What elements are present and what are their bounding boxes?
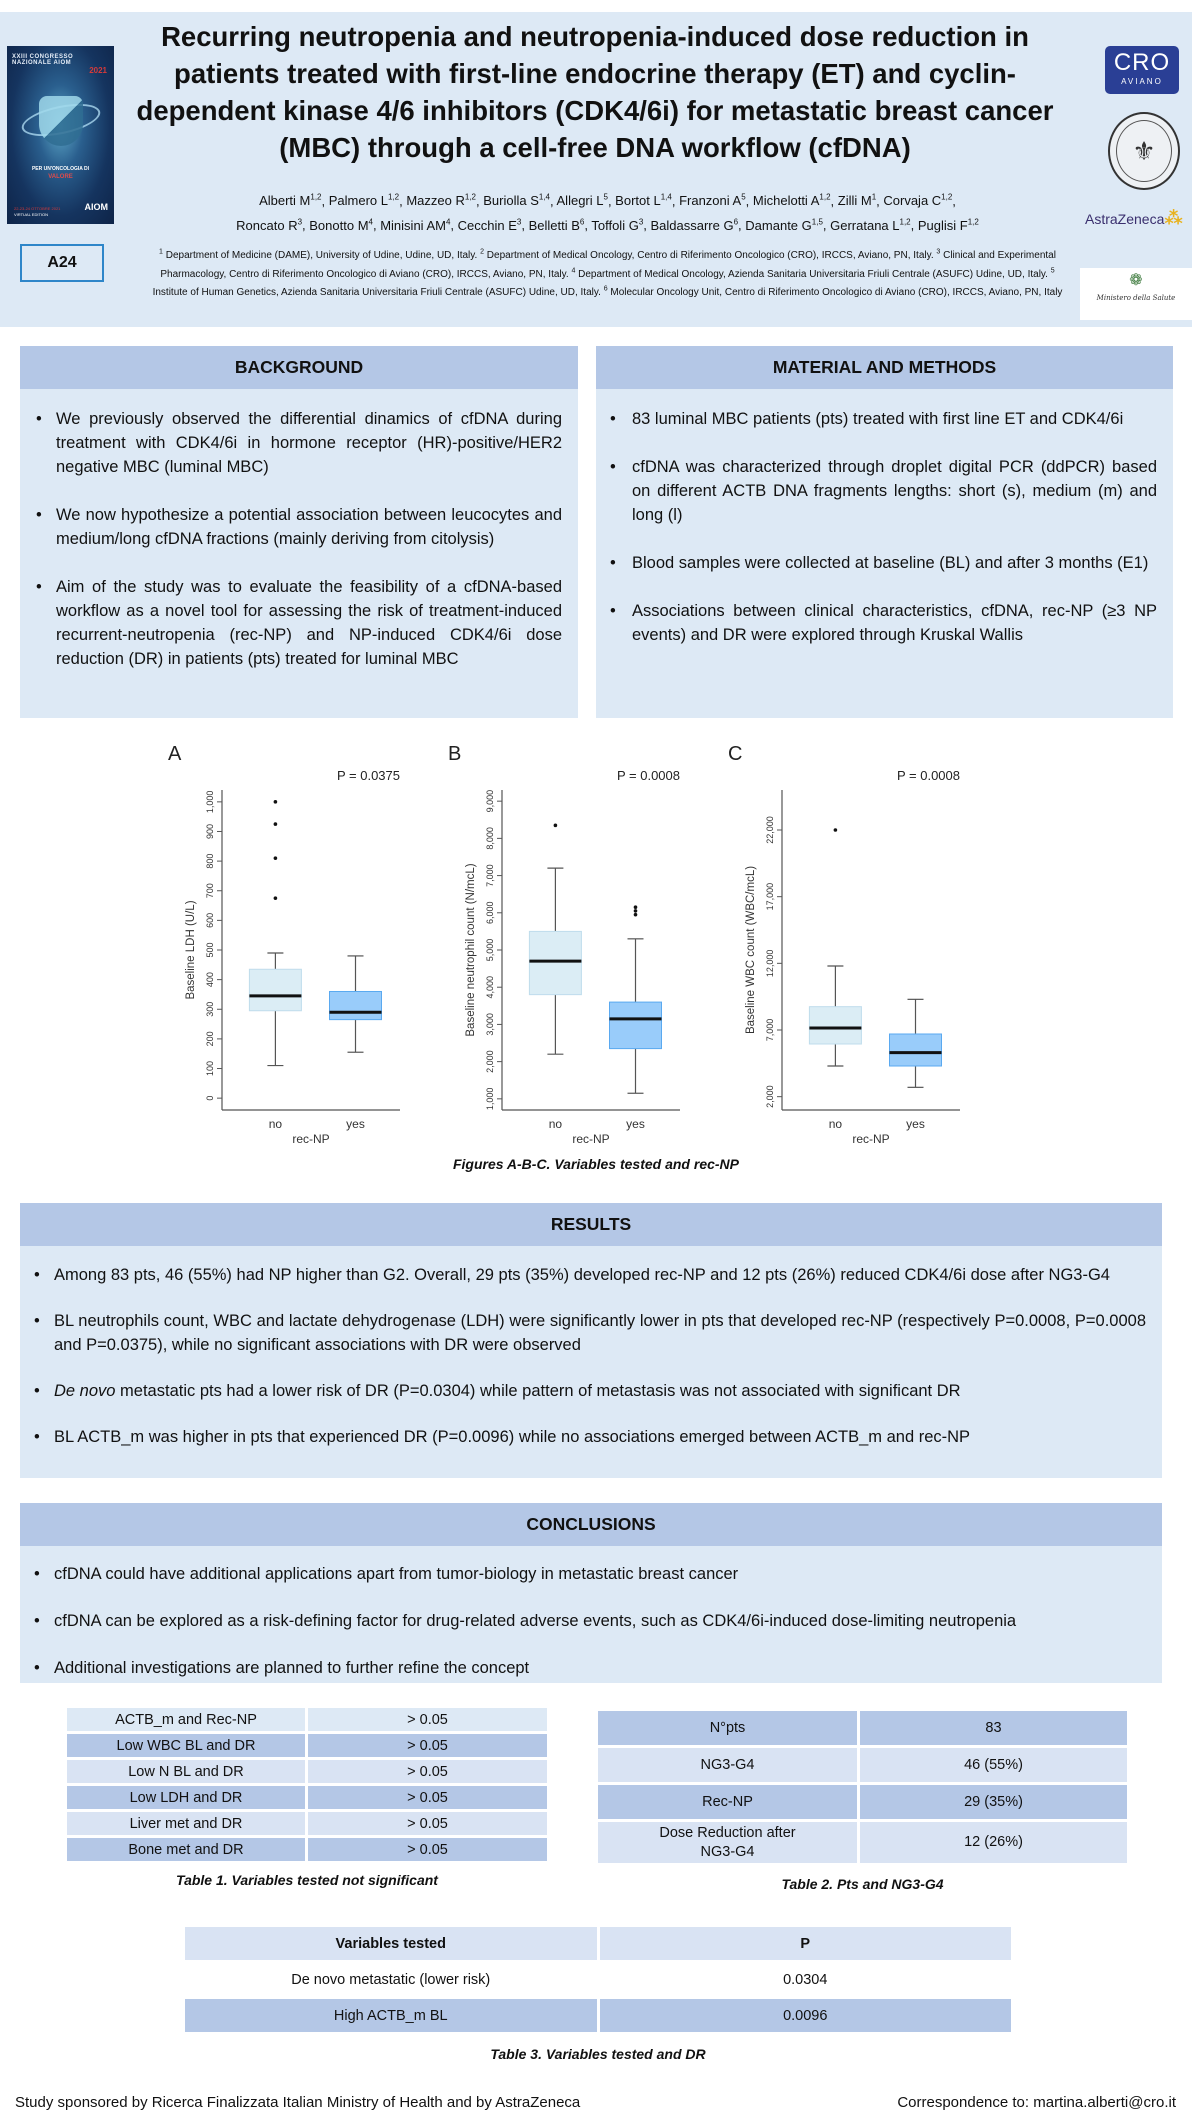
y-tick-label: 1,000: [205, 790, 215, 814]
y-tick-label: 3,000: [485, 1013, 495, 1036]
p-value-annotation: P = 0.0008: [896, 768, 960, 783]
table-row: [597, 1784, 1129, 1821]
outlier-point: [634, 905, 638, 909]
y-tick-label: 800: [205, 853, 215, 869]
table-row: [597, 1747, 1129, 1784]
y-tick-label: 900: [205, 823, 215, 839]
y-tick-label: 1,000: [485, 1087, 495, 1111]
box-iqr: [890, 1034, 942, 1066]
affiliation-number: 1: [159, 249, 163, 256]
author-name: Alberti M$^{1,2}$: [259, 193, 322, 209]
background-list: [20, 389, 578, 671]
table-row: [66, 1733, 549, 1759]
y-tick-label: 2,000: [485, 1050, 495, 1073]
y-tick-label: 500: [205, 942, 215, 958]
cover-dates: 22-23-24 OTTOBRE 2021: [14, 206, 61, 211]
author-affiliation-marker: 5: [603, 193, 608, 202]
affiliation: $^5$ Institute of Human Genetics, Azienda Sanitaria Universitaria Friuli Centrale (ASUFC) Udine, UD, Italy.: [152, 267, 1055, 298]
author-name: Minisini $AM^4$: [380, 217, 451, 233]
affiliation-number: 4: [571, 267, 576, 275]
y-tick-label: 6,000: [485, 901, 495, 925]
background-section: [20, 346, 578, 718]
affiliation-number: 3: [936, 249, 941, 256]
affiliation-number: 2: [480, 249, 485, 256]
affiliation: $^3$ Clinical and Experimental Pharmacology, Centro di Riferimento Oncologico di Aviano (CRO), IRCCS, Aviano, PN, Italy.: [160, 249, 1056, 280]
methods-item: • Blood samples were collected at baseline (BL) and after 3 months (E1): [596, 551, 1157, 575]
boxplot-figures: [160, 740, 970, 1150]
y-tick-label: 300: [205, 1001, 215, 1017]
x-tick-label: yes: [906, 1117, 925, 1131]
results-list: [20, 1246, 1162, 1449]
y-tick-label: 5,000: [485, 938, 495, 962]
table-cell: 12 (26%): [859, 1821, 1129, 1865]
box-iqr: [249, 969, 301, 1010]
background-heading: BACKGROUND: [20, 346, 578, 389]
background-item: • We now hypothesize a potential association between leucocytes and medium/long cfDNA fractions (mainly deriving from citolysis): [22, 503, 562, 551]
outlier-point: [634, 909, 638, 913]
cro-logo-text: CRO: [1113, 49, 1171, 76]
author-affiliation-marker: 1,4: [660, 193, 672, 202]
author-list: Alberti M$^{1,2}$, Palmero L$^{1,2}$, Mazzeo R$^{1,2}$, Buriolla S$^{1,4}$, Allegri $L^5$, Bortot L$^{1,4}$, Franzoni $A^5$, Michelotti A$^{1,2}$, Zilli $M^1$, Corvaja C$^{1,2}$, Roncato $R^3$, Bonotto $M^4$, Minisini $AM^4$, Cecchin $E^3$, Belletti $B^6$, Toffoli $G^3$, Baldassarre $G^6$, Damante G$^{1,5}$, Gerratana L$^{1,2}$, Puglisi F$^{1,2}$: [236, 193, 979, 233]
y-tick-label: 22,000: [765, 816, 775, 844]
table2-caption: Table 2. Pts and NG3-G4: [781, 1876, 944, 1892]
table-header-row: [184, 1926, 1013, 1962]
table-cell: > 0.05: [307, 1759, 549, 1785]
x-axis-label: rec-NP: [572, 1132, 610, 1146]
boxplot-a: [160, 740, 410, 1150]
author-affiliation-marker: 1: [871, 193, 877, 202]
x-tick-label: yes: [626, 1117, 645, 1131]
author-affiliation-marker: 1,2: [464, 193, 476, 202]
aiom-logo: AIOM: [84, 202, 108, 212]
conclusions-section: [20, 1503, 1162, 1683]
outlier-point: [634, 913, 638, 917]
ministry-logo-text: Ministero della Salute: [1096, 294, 1176, 302]
correspondence-email[interactable]: Correspondence to: martina.alberti@cro.it: [897, 2094, 1176, 2111]
author-affiliation-marker: 1,5: [811, 217, 823, 227]
affiliation: $^2$ Department of Medical Oncology, Centro di Riferimento Oncologico (CRO), IRCCS, Aviano, PN, Italy.: [480, 249, 937, 262]
table-cell: > 0.05: [307, 1837, 549, 1863]
y-tick-label: 2,000: [765, 1085, 775, 1108]
box-iqr: [809, 1007, 861, 1044]
table-cell: Low WBC BL and DR: [66, 1733, 307, 1759]
outlier-point: [274, 856, 278, 860]
results-item-text: BL ACTB_m was higher in pts that experienced DR (P=0.0096) while no associations emerged between ACTB_m and rec-NP: [54, 1428, 971, 1446]
table-cell: > 0.05: [307, 1707, 549, 1733]
conclusions-list: [20, 1546, 1162, 1680]
table-row: [66, 1837, 549, 1863]
table-cell: De novo metastatic (lower risk): [184, 1962, 599, 1998]
table3-caption: Table 3. Variables tested and DR: [490, 2046, 706, 2062]
y-axis-label: Baseline LDH (U/L): [185, 900, 197, 1000]
table-cell: Bone met and DR: [66, 1837, 307, 1863]
table-cell: 29 (35%): [859, 1784, 1129, 1821]
y-tick-label: 7,000: [765, 1018, 775, 1042]
author-name: Cecchin $E^3$: [457, 217, 522, 233]
table-row: [184, 1998, 1013, 2034]
y-tick-label: 9,000: [485, 789, 495, 813]
cover-tagline: PER UN'ONCOLOGIA DI: [31, 166, 90, 172]
results-item: [20, 1425, 1146, 1449]
results-item-text: Among 83 pts, 46 (55%) had NP higher than G2. Overall, 29 pts (35%) developed rec-NP and 12 pts (26%) reduced CDK4/6i dose after NG3-G4: [54, 1266, 1110, 1284]
table-cell: ACTB_m and Rec-NP: [66, 1707, 307, 1733]
author-affiliation-marker: 4: [368, 217, 373, 227]
y-tick-label: 8,000: [485, 827, 495, 850]
ministry-of-health-logo: [1080, 268, 1192, 320]
y-tick-label: 7,000: [485, 864, 495, 887]
author-affiliation-marker: 1,2: [819, 193, 831, 202]
cover-year: 2021: [89, 66, 107, 75]
p-value-annotation: P = 0.0008: [616, 768, 680, 783]
table-row: [184, 1962, 1013, 1998]
boxplot-b: [440, 740, 690, 1150]
outlier-point: [274, 896, 278, 900]
author-affiliation-marker: 1,2: [310, 193, 322, 202]
author-affiliation-marker: 1,2: [967, 217, 979, 227]
results-item-emphasis: De novo: [54, 1382, 116, 1400]
author-name: Palmero L$^{1,2}$: [328, 193, 400, 209]
box-iqr: [610, 1002, 662, 1049]
cover-shield-graphic: [39, 96, 83, 146]
methods-item: • cfDNA was characterized through droplet digital PCR (ddPCR) based on different ACTB DNA fragments lengths: short (s), medium (m) and long (l): [596, 455, 1157, 527]
author-affiliation-marker: 1,4: [538, 193, 550, 202]
author-name: Toffoli $G^3$: [591, 217, 644, 233]
results-item-text: BL neutrophils count, WBC and lactate dehydrogenase (LDH) were significantly lower in pts that developed rec-NP (respectively P=0.0008, P=0.0008 and P=0.0375), while no significant associations with DR were observed: [54, 1312, 1146, 1354]
author-affiliation-marker: 1,2: [899, 217, 911, 227]
table-cell: > 0.05: [307, 1785, 549, 1811]
affiliation-number: 5: [1050, 267, 1055, 275]
table-header-cell: Variables tested: [184, 1926, 599, 1962]
table-cell: NG3-G4: [597, 1747, 859, 1784]
affiliation-list: [145, 245, 1070, 300]
y-tick-label: 17,000: [765, 882, 775, 911]
author-name: Buriolla S$^{1,4}$: [483, 193, 550, 209]
table-cell: Low LDH and DR: [66, 1785, 307, 1811]
author-affiliation-marker: 6: [733, 217, 739, 227]
panel-label: B: [448, 743, 462, 765]
table-row: [66, 1759, 549, 1785]
author-name: Allegri $L^5$: [556, 193, 608, 209]
table-cell: 0.0304: [598, 1962, 1013, 1998]
author-affiliation-marker: 1,2: [941, 193, 953, 202]
y-tick-label: 200: [205, 1031, 215, 1047]
boxplot-c: [720, 740, 970, 1150]
results-item: [20, 1309, 1146, 1357]
results-item: [20, 1379, 1146, 1403]
cover-tagline-main: VALORE: [48, 174, 73, 180]
cover-edition: VIRTUAL EDITION: [14, 212, 49, 217]
x-axis-label: rec-NP: [852, 1132, 890, 1146]
table-not-significant: [64, 1705, 550, 1864]
astrazeneca-mark-icon: ⁂: [1164, 208, 1183, 228]
author-name: Gerratana L$^{1,2}$: [830, 217, 911, 233]
y-tick-label: 100: [205, 1061, 215, 1077]
author-name: Roncato $R^3$: [236, 217, 303, 233]
table-cell: > 0.05: [307, 1811, 549, 1837]
background-item: • Aim of the study was to evaluate the feasibility of a cfDNA-based workflow as a novel tool for assessing the risk of treatment-induced recurrent-neutropenia (rec-NP) and NP-induced CDK4/6i dose reduction (DR) in patients (pts) treated for luminal MBC: [22, 575, 562, 671]
congress-cover-image: [7, 46, 114, 224]
outlier-point: [554, 824, 558, 828]
table-row: [66, 1811, 549, 1837]
author-name: Damante G$^{1,5}$: [745, 217, 823, 233]
y-tick-label: 600: [205, 912, 215, 928]
italian-republic-emblem-icon: ❁: [1129, 272, 1143, 289]
y-tick-label: 400: [205, 972, 215, 988]
table-cell: 83: [859, 1710, 1129, 1747]
author-name: Michelotti A$^{1,2}$: [752, 193, 831, 209]
author-name: Puglisi F$^{1,2}$: [917, 217, 979, 233]
x-tick-label: no: [548, 1117, 563, 1131]
author-name: Bortot L$^{1,4}$: [615, 193, 672, 209]
outlier-point: [274, 800, 278, 804]
cro-logo-subtext: AVIANO: [1121, 77, 1163, 86]
author-affiliation-marker: 3: [516, 217, 522, 227]
author-name: Belletti $B^6$: [528, 217, 585, 233]
poster-code-badge: A24: [20, 244, 104, 282]
author-affiliation-marker: 3: [638, 217, 644, 227]
author-affiliation-marker: 1,2: [387, 193, 400, 202]
methods-list: [596, 389, 1173, 647]
conclusions-item: • Additional investigations are planned to further refine the concept: [20, 1656, 1146, 1680]
author-name: Franzoni $A^5$: [679, 193, 746, 209]
cro-aviano-logo: [1105, 46, 1179, 94]
table-cell: 0.0096: [598, 1998, 1013, 2034]
x-tick-label: yes: [346, 1117, 365, 1131]
astrazeneca-logo: [1085, 208, 1183, 229]
table-cell: High ACTB_m BL: [184, 1998, 599, 2034]
x-tick-label: no: [268, 1117, 283, 1131]
cover-title: XXIII CONGRESSO NAZIONALE AIOM: [12, 54, 74, 66]
author-name: Zilli $M^1$: [837, 193, 877, 209]
table-header-cell: P: [598, 1926, 1013, 1962]
conclusions-item: • cfDNA can be explored as a risk-defining factor for drug-related adverse events, such as CDK4/6i-induced dose-limiting neutropenia: [20, 1609, 1146, 1633]
sponsor-note: Study sponsored by Ricerca Finalizzata Italian Ministry of Health and by AstraZeneca: [15, 2094, 581, 2111]
outlier-point: [274, 822, 278, 826]
author-affiliation-marker: 6: [579, 217, 585, 227]
university-udine-seal-icon: ⚜: [1108, 112, 1180, 190]
author-name: Bonotto $M^4$: [309, 217, 373, 233]
y-axis-label: Baseline neutrophil count (N/mcL): [465, 863, 477, 1037]
author-affiliation-marker: 5: [741, 193, 746, 202]
table-cell: Dose Reduction after NG3-G4: [597, 1821, 859, 1865]
background-item: • We previously observed the differential dinamics of cfDNA during treatment with CDK4/6i in hormone receptor (HR)-positive/HER2 negative MBC (luminal MBC): [22, 407, 562, 479]
table-cell: 46 (55%): [859, 1747, 1129, 1784]
affiliation: $^4$ Department of Medical Oncology, Azienda Sanitaria Universitaria Friuli Centrale (ASUFC) Udine, UD, Italy.: [571, 267, 1051, 280]
author-name: Corvaja C$^{1,2}$: [883, 193, 953, 209]
author-name: Mazzeo R$^{1,2}$: [406, 193, 476, 209]
conclusions-item: • cfDNA could have additional applications apart from tumor-biology in metastatic breast cancer: [20, 1562, 1146, 1586]
table-cell: N°pts: [597, 1710, 859, 1747]
y-axis-label: Baseline WBC count (WBC/mcL): [745, 865, 757, 1035]
panel-label: C: [728, 743, 743, 765]
figure-caption: Figures A-B-C. Variables tested and rec-NP: [452, 1156, 740, 1172]
table-cell: > 0.05: [307, 1733, 549, 1759]
panel-label: A: [168, 743, 182, 765]
p-value-annotation: P = 0.0375: [336, 768, 400, 783]
table-cell: Rec-NP: [597, 1784, 859, 1821]
box-iqr: [330, 991, 382, 1019]
author-name: Baldassarre $G^6$: [650, 217, 739, 233]
table-pts-ng3-g4: [595, 1708, 1130, 1866]
affiliation-number: 6: [603, 285, 608, 293]
methods-item: • 83 luminal MBC patients (pts) treated with first line ET and CDK4/6i: [596, 407, 1157, 431]
table-cell: Liver met and DR: [66, 1811, 307, 1837]
y-tick-label: 12,000: [765, 949, 775, 978]
table-cell: Low N BL and DR: [66, 1759, 307, 1785]
table1-caption: Table 1. Variables tested not significant: [176, 1872, 438, 1888]
x-tick-label: no: [828, 1117, 843, 1131]
table-row: [597, 1710, 1129, 1747]
results-item-text: metastatic pts had a lower risk of DR (P=0.0304) while pattern of metastasis was not associated with significant DR: [115, 1382, 961, 1400]
author-affiliation-marker: 4: [445, 217, 451, 227]
author-affiliation-marker: 3: [297, 217, 303, 227]
x-axis-label: rec-NP: [292, 1132, 330, 1146]
astrazeneca-logo-text: AstraZeneca: [1085, 211, 1165, 227]
affiliation: $^6$ Molecular Oncology Unit, Centro di Riferimento Oncologico di Aviano (CRO), IRCCS, Aviano, PN, Italy: [603, 285, 1063, 298]
methods-item: • Associations between clinical characteristics, cfDNA, rec-NP (≥3 NP events) and DR were explored through Kruskal Wallis: [596, 599, 1157, 647]
table-row: [66, 1707, 549, 1733]
results-heading: RESULTS: [20, 1203, 1162, 1246]
box-iqr: [529, 931, 581, 994]
outlier-point: [834, 828, 838, 832]
table-variables-dr: [182, 1924, 1014, 2035]
affiliation: $^1$ Department of Medicine (DAME), University of Udine, Udine, UD, Italy.: [159, 249, 481, 262]
table-row: [597, 1821, 1129, 1865]
methods-section: [596, 346, 1173, 718]
conclusions-heading: CONCLUSIONS: [20, 1503, 1162, 1546]
results-section: [20, 1203, 1162, 1478]
table-row: [66, 1785, 549, 1811]
y-tick-label: 0: [205, 1095, 215, 1101]
y-tick-label: 700: [205, 883, 215, 899]
y-tick-label: 4,000: [485, 975, 495, 999]
results-item: [20, 1263, 1146, 1287]
methods-heading: MATERIAL AND METHODS: [596, 346, 1173, 389]
poster-title: Recurring neutropenia and neutropenia-induced dose reduction in patients treated with first-line endocrine therapy (ET) and cyclin-dependent kinase 4/6 inhibitors (CDK4/6i) for metastatic breast cancer (MBC) through a cell-free DNA workflow (cfDNA): [136, 21, 1054, 163]
